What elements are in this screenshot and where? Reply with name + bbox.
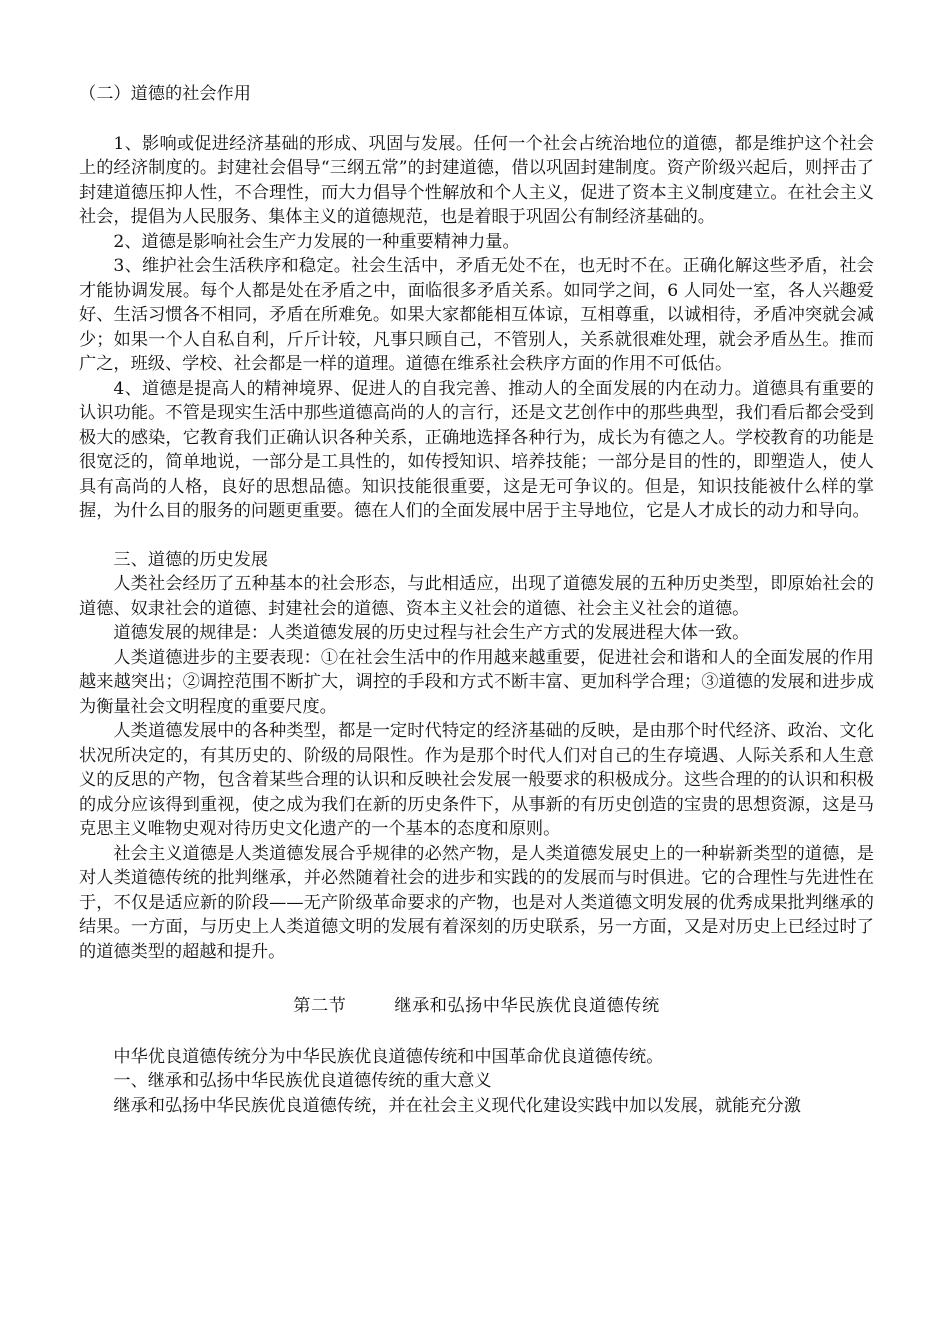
subsection-title: （二）道德的社会作用 — [79, 84, 251, 104]
paragraph: 4、道德是提高人的精神境界、促进人的自我完善、推动人的全面发展的内在动力。道德具有重要的认识功能。不管是现实生活中那些道德高尚的人的言行，还是文艺创作中的那些典型，我们看后都会受到极大的感染，它教育我们正确认识各种关系，正确地选择各种行为，成长为有德之人。学校教育的功能是很宽泛的，简单地说，一部分是工具性的，如传授知识、培养技能；一部分是目的性的，即塑造人，使人具有高尚的人格，良好的思想品德。知识技能很重要，这是无可争议的。但是，知识技能被什么样的掌握，为什么目的服务的问题更重要。德在人们的全面发展中居于主导地位，它是人才成长的动力和导向。 — [79, 378, 874, 521]
paragraph: 中华优良道德传统分为中华民族优良道德传统和中国革命优良道德传统。 — [113, 1046, 664, 1067]
paragraph: 1、影响或促进经济基础的形成、巩固与发展。任何一个社会占统治地位的道德，都是维护这个社会上的经济制度的。封建社会倡导“三纲五常”的封建道德，借以巩固封建制度。资产阶级兴起后，则抨击了封建道德压抑人性，不合理性，而大力倡导个性解放和个人主义，促进了资本主义制度建立。在社会主义社会，提倡为人民服务、集体主义的道德规范，也是着眼于巩固公有制经济基础的。 — [79, 133, 874, 227]
paragraph: 人类社会经历了五种基本的社会形态，与此相适应，出现了道德发展的五种历史类型，即原始社会的道德、奴隶社会的道德、封建社会的道德、资本主义社会的道德、社会主义社会的道德。 — [79, 574, 874, 619]
paragraph: 人类道德发展中的各种类型，都是一定时代特定的经济基础的反映，是由那个时代经济、政治、文化状况所决定的，有其历史的、阶级的局限性。作为是那个时代人们对自己的生存境遇、人际关系和人生意义的反思的产物，包含着某些合理的认识和反映社会发展一般要求的积极成分。这些合理的的认识和积极的成分应该得到重视，使之成为我们在新的历史条件下，从事新的有历史创造的宝贵的思想资源，这是马克思主义唯物史观对待历史文化遗产的一个基本的态度和原则。 — [79, 721, 874, 839]
subheading: 一、继承和弘扬中华民族优良道德传统的重大意义 — [113, 1071, 492, 1091]
social-role-paragraphs — [79, 132, 874, 524]
paragraph: 人类道德进步的主要表现：①在社会生活中的作用越来越重要，促进社会和谐和人的全面发展的作用越来越突出；②调控范围不断扩大，调控的手段和方式不断丰富、更加科学合理；③道德的发展和进步成为衡量社会文明程度的重要尺度。 — [79, 647, 874, 717]
section-number: 第二节 — [293, 996, 347, 1016]
chapter-section-heading — [79, 994, 874, 1019]
paragraph: 2、道德是影响社会生产力发展的一种重要精神力量。 — [113, 231, 520, 252]
paragraph: 道德发展的规律是：人类道德发展的历史过程与社会生产方式的发展进程大体一致。 — [113, 623, 750, 643]
history-section-title: 三、道德的历史发展 — [113, 549, 269, 570]
paragraph: 继承和弘扬中华民族优良道德传统，并在社会主义现代化建设实践中加以发展，就能充分激 — [113, 1095, 801, 1116]
section-title: 继承和弘扬中华民族优良道德传统 — [394, 996, 660, 1016]
paragraph: 3、维护社会生活秩序和稳定。社会生活中，矛盾无处不在，也无时不在。正确化解这些矛盾，社会才能协调发展。每个人都是处在矛盾之中，面临很多矛盾关系。如同学之间，6 人同处一室，各人兴趣爱好、生活习惯各不相同，矛盾在所难免。如果大家都能相互体谅，互相尊重，以诚相待，矛盾冲突就会减少；如果一个人自私自利，斤斤计较，凡事只顾自己，不管别人，关系就很难处理，就会矛盾丛生。推而广之，班级、学校、社会都是一样的道理。道德在维系社会秩序方面的作用不可低估。 — [79, 256, 874, 374]
paragraph: 社会主义道德是人类道德发展合乎规律的必然产物，是人类道德发展史上的一种崭新类型的道德，是对人类道德传统的批判继承，并必然随着社会的进步和实践的的发展而与时俱进。它的合理性与先进性在于，不仅是适应新的阶段——无产阶级革命要求的产物，也是对人类道德文明发展的优秀成果批判继承的结果。一方面，与历史上人类道德文明的发展有着深刻的历史联系，另一方面，又是对历史上已经过时了的道德类型的超越和提升。 — [79, 843, 874, 962]
